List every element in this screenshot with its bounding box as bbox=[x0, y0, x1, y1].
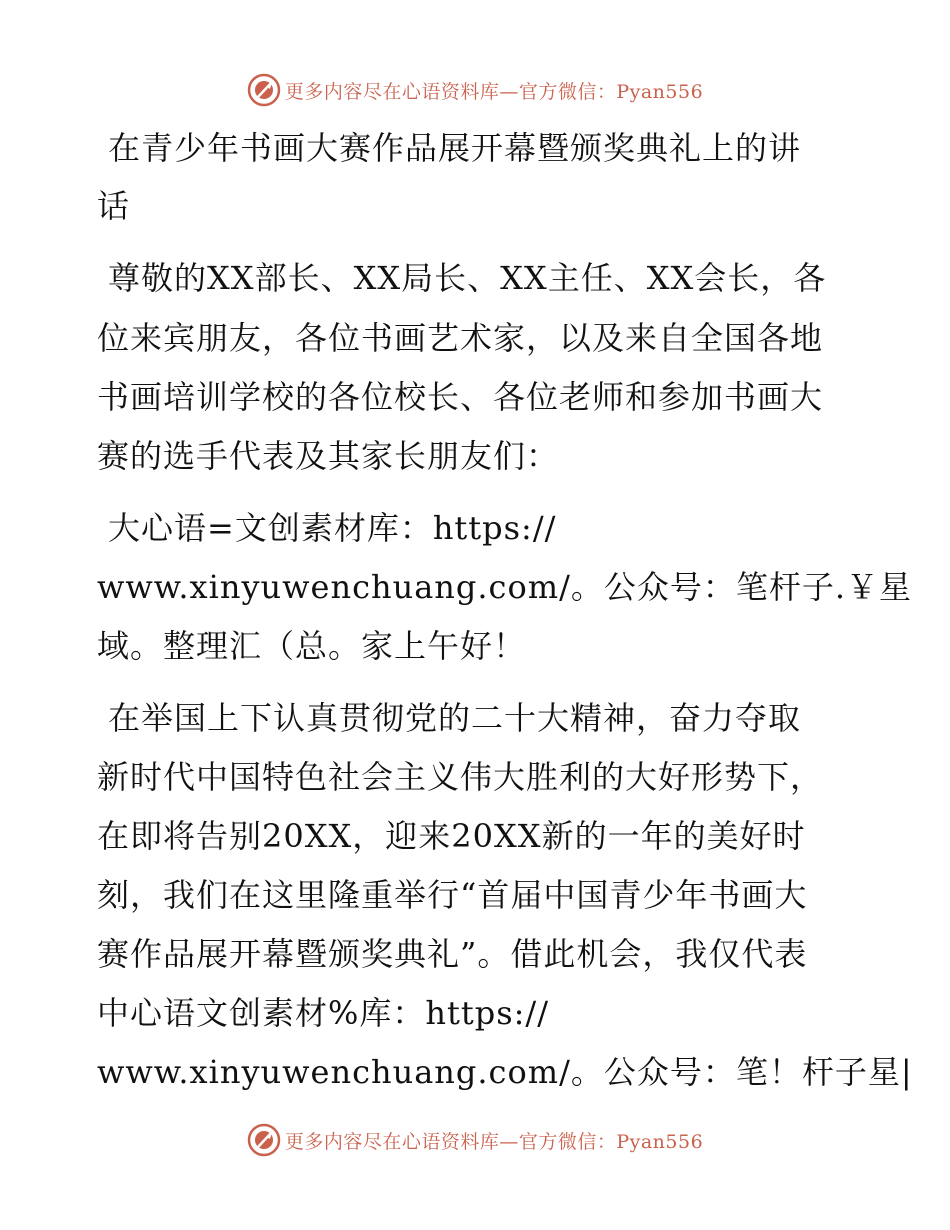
para1-line-2: www.xinyuwenchuang.com/。公众号：笔杆子.￥星 bbox=[97, 568, 913, 606]
para1-line-1: 大心语=文创素材库：https:// bbox=[108, 509, 557, 547]
pen-logo-icon bbox=[247, 1123, 281, 1157]
para2-line-6: 中心语文创素材%库：https:// bbox=[97, 994, 549, 1032]
header-watermark-text: 更多内容尽在心语资料库—官方微信：Pyan556 bbox=[284, 80, 704, 103]
para2-line-4: 刻，我们在这里隆重举行“首届中国青少年书画大 bbox=[97, 876, 808, 914]
para2-line-7: www.xinyuwenchuang.com/。公众号：笔！杆子星| bbox=[97, 1053, 913, 1091]
para1-line-3: 域。整理汇（总。家上午好！ bbox=[97, 627, 527, 665]
header-watermark-banner bbox=[0, 70, 950, 110]
greeting-line-3: 书画培训学校的各位校长、各位老师和参加书画大 bbox=[97, 378, 824, 416]
greeting-line-2: 位来宾朋友，各位书画艺术家，以及来自全国各地 bbox=[97, 319, 824, 357]
para2-line-1: 在举国上下认真贯彻党的二十大精神，奋力夺取 bbox=[108, 699, 802, 737]
para2-line-5: 赛作品展开幕暨颁奖典礼”。借此机会，我仅代表 bbox=[97, 935, 808, 973]
pen-logo-icon bbox=[247, 73, 281, 107]
greeting-line-4: 赛的选手代表及其家长朋友们： bbox=[97, 437, 560, 475]
para2-line-3: 在即将告别20XX，迎来20XX新的一年的美好时 bbox=[97, 817, 806, 855]
title-line-1: 在青少年书画大赛作品展开幕暨颁奖典礼上的讲 bbox=[108, 129, 802, 167]
footer-watermark-banner bbox=[0, 1120, 950, 1160]
footer-watermark-text: 更多内容尽在心语资料库—官方微信：Pyan556 bbox=[284, 1130, 704, 1153]
greeting-line-1: 尊敬的XX部长、XX局长、XX主任、XX会长，各 bbox=[108, 259, 827, 297]
para2-line-2: 新时代中国特色社会主义伟大胜利的大好形势下， bbox=[97, 758, 824, 796]
title-line-2: 话 bbox=[97, 187, 131, 225]
